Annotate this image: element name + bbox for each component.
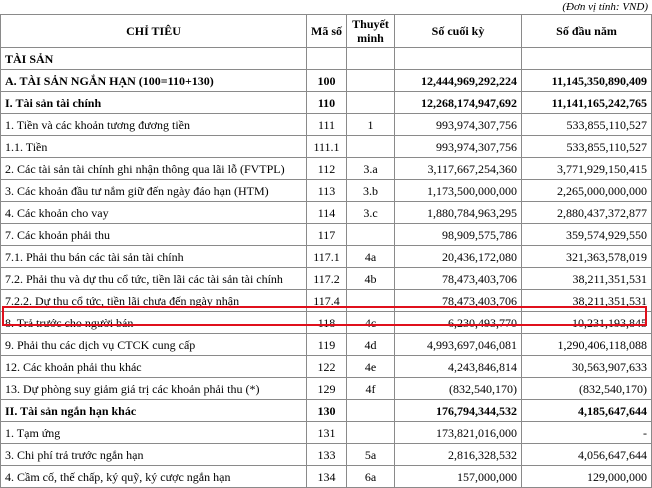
row-opening: - (522, 422, 652, 444)
row-label: 7.2. Phải thu và dự thu cổ tức, tiền lãi các tài sản tài chính (1, 268, 307, 290)
row-note: 4a (347, 246, 395, 268)
row-label: 7.1. Phải thu bán các tài sản tài chính (1, 246, 307, 268)
row-closing: 4,993,697,046,081 (395, 334, 522, 356)
row-closing: 2,816,328,532 (395, 444, 522, 466)
header-indicator: CHỈ TIÊU (1, 15, 307, 48)
row-note: 4b (347, 268, 395, 290)
row-closing: 1,880,784,963,295 (395, 202, 522, 224)
row-label: 1. Tạm ứng (1, 422, 307, 444)
row-code: 100 (307, 70, 347, 92)
row-closing: 157,000,000 (395, 466, 522, 488)
row-note: 4c (347, 312, 395, 334)
row-note (347, 92, 395, 114)
row-label: I. Tài sản tài chính (1, 92, 307, 114)
row-code: 134 (307, 466, 347, 488)
row-code: 118 (307, 312, 347, 334)
row-closing: 176,794,344,532 (395, 400, 522, 422)
balance-sheet-table (0, 14, 652, 488)
row-opening: 1,290,406,118,088 (522, 334, 652, 356)
table-row (1, 334, 652, 356)
row-code: 117.4 (307, 290, 347, 312)
row-label: 2. Các tài sản tài chính ghi nhận thông qua lãi lỗ (FVTPL) (1, 158, 307, 180)
row-label: 8. Trả trước cho người bán (1, 312, 307, 334)
row-note (347, 224, 395, 246)
row-opening: 38,211,351,531 (522, 290, 652, 312)
table-row (1, 158, 652, 180)
row-opening: (832,540,170) (522, 378, 652, 400)
row-opening: 11,141,165,242,765 (522, 92, 652, 114)
row-code: 110 (307, 92, 347, 114)
row-label: 3. Các khoản đầu tư nắm giữ đến ngày đáo hạn (HTM) (1, 180, 307, 202)
table-row (1, 268, 652, 290)
table-row (1, 202, 652, 224)
row-note: 1 (347, 114, 395, 136)
row-code: 117.2 (307, 268, 347, 290)
row-closing (395, 48, 522, 70)
row-label: 3. Chi phí trả trước ngắn hạn (1, 444, 307, 466)
row-closing: 6,230,493,770 (395, 312, 522, 334)
row-label: 1. Tiền và các khoản tương đương tiền (1, 114, 307, 136)
row-note: 4f (347, 378, 395, 400)
row-code: 131 (307, 422, 347, 444)
table-row (1, 466, 652, 488)
table-row (1, 356, 652, 378)
row-closing: 993,974,307,756 (395, 136, 522, 158)
unit-note: (Đơn vị tính: VND) (562, 1, 648, 13)
row-label: A. TÀI SẢN NGẮN HẠN (100=110+130) (1, 70, 307, 92)
row-code: 111.1 (307, 136, 347, 158)
row-closing: 12,444,969,292,224 (395, 70, 522, 92)
table-row (1, 114, 652, 136)
row-label: 4. Các khoản cho vay (1, 202, 307, 224)
row-opening: 359,574,929,550 (522, 224, 652, 246)
row-label: TÀI SẢN (1, 48, 307, 70)
table-row (1, 224, 652, 246)
row-closing: 12,268,174,947,692 (395, 92, 522, 114)
row-code: 112 (307, 158, 347, 180)
row-closing: 78,473,403,706 (395, 290, 522, 312)
row-label: 13. Dự phòng suy giảm giá trị các khoản phải thu (*) (1, 378, 307, 400)
row-opening (522, 48, 652, 70)
row-note (347, 48, 395, 70)
table-row (1, 48, 652, 70)
row-label: 12. Các khoản phải thu khác (1, 356, 307, 378)
row-note (347, 70, 395, 92)
row-code: 133 (307, 444, 347, 466)
header-note: Thuyết minh (347, 15, 395, 48)
row-opening: 321,363,578,019 (522, 246, 652, 268)
row-opening: 10,231,193,845 (522, 312, 652, 334)
row-note: 4d (347, 334, 395, 356)
row-opening: 3,771,929,150,415 (522, 158, 652, 180)
row-label: II. Tài sản ngắn hạn khác (1, 400, 307, 422)
row-opening: 533,855,110,527 (522, 114, 652, 136)
table-row (1, 422, 652, 444)
row-closing: 993,974,307,756 (395, 114, 522, 136)
row-label: 4. Cầm cố, thế chấp, ký quỹ, ký cược ngắn hạn (1, 466, 307, 488)
row-opening: 11,145,350,890,409 (522, 70, 652, 92)
row-code: 129 (307, 378, 347, 400)
table-row (1, 246, 652, 268)
row-label: 7.2.2. Dự thu cổ tức, tiền lãi chưa đến ngày nhận (1, 290, 307, 312)
row-closing: 98,909,575,786 (395, 224, 522, 246)
row-label: 1.1. Tiền (1, 136, 307, 158)
row-note: 3.b (347, 180, 395, 202)
row-closing: 78,473,403,706 (395, 268, 522, 290)
row-opening: 4,185,647,644 (522, 400, 652, 422)
row-label: 7. Các khoản phải thu (1, 224, 307, 246)
row-note (347, 136, 395, 158)
row-opening: 30,563,907,633 (522, 356, 652, 378)
row-closing: 4,243,846,814 (395, 356, 522, 378)
table-row (1, 70, 652, 92)
row-code: 119 (307, 334, 347, 356)
header-code: Mã số (307, 15, 347, 48)
row-closing: (832,540,170) (395, 378, 522, 400)
row-opening: 38,211,351,531 (522, 268, 652, 290)
row-opening: 2,265,000,000,000 (522, 180, 652, 202)
row-note: 3.a (347, 158, 395, 180)
row-note (347, 422, 395, 444)
table-row (1, 136, 652, 158)
row-code: 114 (307, 202, 347, 224)
row-closing: 1,173,500,000,000 (395, 180, 522, 202)
row-code (307, 48, 347, 70)
header-closing: Số cuối kỳ (395, 15, 522, 48)
row-code: 113 (307, 180, 347, 202)
header-opening: Số đầu năm (522, 15, 652, 48)
row-code: 130 (307, 400, 347, 422)
table-row (1, 378, 652, 400)
row-opening: 129,000,000 (522, 466, 652, 488)
table-header-row (1, 15, 652, 48)
row-opening: 4,056,647,644 (522, 444, 652, 466)
table-row (1, 312, 652, 334)
row-code: 117 (307, 224, 347, 246)
row-code: 117.1 (307, 246, 347, 268)
row-code: 111 (307, 114, 347, 136)
table-row (1, 92, 652, 114)
table-row (1, 180, 652, 202)
row-opening: 2,880,437,372,877 (522, 202, 652, 224)
row-note: 6a (347, 466, 395, 488)
table-row (1, 400, 652, 422)
table-row (1, 290, 652, 312)
row-note (347, 290, 395, 312)
row-opening: 533,855,110,527 (522, 136, 652, 158)
row-closing: 173,821,016,000 (395, 422, 522, 444)
row-closing: 20,436,172,080 (395, 246, 522, 268)
row-note: 5a (347, 444, 395, 466)
row-note: 3.c (347, 202, 395, 224)
row-code: 122 (307, 356, 347, 378)
row-note: 4e (347, 356, 395, 378)
row-note (347, 400, 395, 422)
row-label: 9. Phải thu các dịch vụ CTCK cung cấp (1, 334, 307, 356)
row-closing: 3,117,667,254,360 (395, 158, 522, 180)
